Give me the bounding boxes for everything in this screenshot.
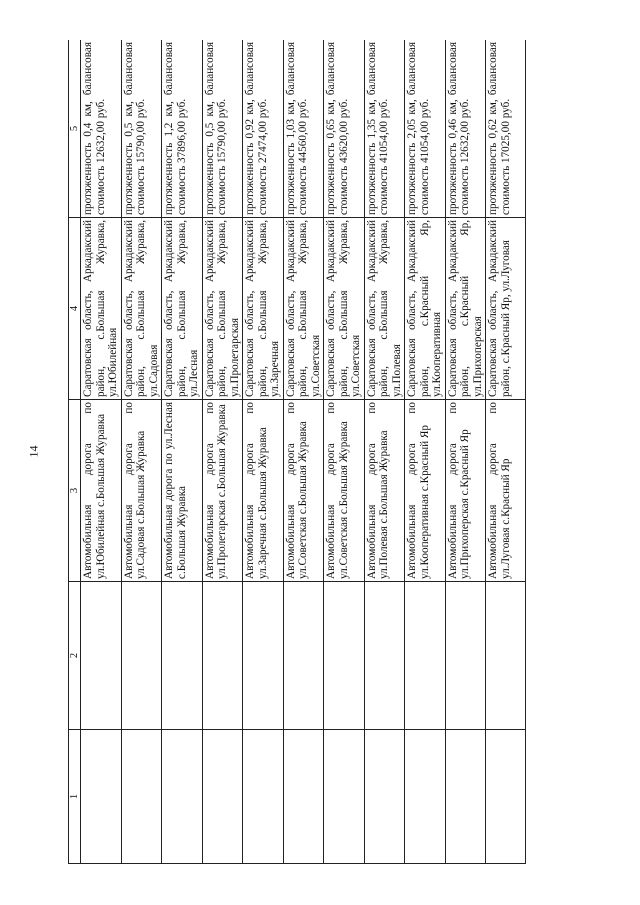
address-cell: Саратовская область, Аркадакский район, с.Большая Журавка, ул.Лесная xyxy=(162,218,203,400)
description-cell: протяженность 0,65 км, балансовая стоимость 43620,00 руб. xyxy=(324,40,365,218)
description-cell: протяженность 1,03 км, балансовая стоимость 44560,00 руб. xyxy=(283,40,324,218)
cell-col-1 xyxy=(243,730,284,864)
rotated-table-frame xyxy=(68,40,563,864)
table-row xyxy=(364,40,405,864)
object-name-cell: Автомобильная дорога по ул.Кооперативная с.Красный Яр xyxy=(405,400,446,582)
column-header-4: 4 xyxy=(69,218,81,400)
rotated-content xyxy=(68,40,563,864)
description-cell: протяженность 0,92 км, балансовая стоимость 27474,00 руб. xyxy=(243,40,284,218)
table-row xyxy=(445,40,486,864)
table-row xyxy=(121,40,162,864)
cell-col-1 xyxy=(324,730,365,864)
cell-col-2 xyxy=(405,582,446,730)
column-header-5: 5 xyxy=(69,40,81,218)
address-cell: Саратовская область, Аркадакский район, с.Красный Яр, ул.Кооперативная xyxy=(405,218,446,400)
cell-col-2 xyxy=(283,582,324,730)
column-header-row xyxy=(69,40,81,864)
column-header-3: 3 xyxy=(69,400,81,582)
cell-col-2 xyxy=(364,582,405,730)
table-row xyxy=(283,40,324,864)
cell-col-1 xyxy=(81,730,122,864)
address-cell: Саратовская область, Аркадакский район, с.Красный Яр, ул.Луговая xyxy=(486,218,526,400)
cell-col-2 xyxy=(121,582,162,730)
table-row xyxy=(486,40,526,864)
object-name-cell: Автомобильная дорога по ул.Юбилейная с.Большая Журавка xyxy=(81,400,122,582)
cell-col-1 xyxy=(364,730,405,864)
table-row xyxy=(405,40,446,864)
cell-col-1 xyxy=(486,730,526,864)
description-cell: протяженность 1,2 км, балансовая стоимость 37896,00 руб. xyxy=(162,40,203,218)
cell-col-2 xyxy=(162,582,203,730)
table-body xyxy=(81,40,526,864)
table-row xyxy=(81,40,122,864)
address-cell: Саратовская область, Аркадакский район, с.Красный Яр, ул.Прихоперская xyxy=(445,218,486,400)
object-name-cell: Автомобильная дорога по ул.Садовая с.Большая Журавка xyxy=(121,400,162,582)
object-name-cell: Автомобильная дорога по ул.Луговая с.Красный Яр xyxy=(486,400,526,582)
cell-col-2 xyxy=(324,582,365,730)
cell-col-1 xyxy=(405,730,446,864)
address-cell: Саратовская область, Аркадакский район, с.Большая Журавка, ул.Юбилейная xyxy=(81,218,122,400)
cell-col-1 xyxy=(162,730,203,864)
object-name-cell: Автомобильная дорога по ул.Прихоперская с.Красный Яр xyxy=(445,400,486,582)
object-name-cell: Автомобильная дорога по ул.Советская с.Большая Журавка xyxy=(324,400,365,582)
cell-col-2 xyxy=(243,582,284,730)
address-cell: Саратовская область, Аркадакский район, с.Большая Журавка, ул.Советская xyxy=(324,218,365,400)
cell-col-2 xyxy=(486,582,526,730)
address-cell: Саратовская область, Аркадакский район, с.Большая Журавка, ул.Пролетарская xyxy=(202,218,243,400)
cell-col-1 xyxy=(121,730,162,864)
property-table xyxy=(68,40,526,864)
description-cell: протяженность 1,35 км, балансовая стоимость 41054,00 руб. xyxy=(364,40,405,218)
object-name-cell: Автомобильная дорога по ул.Пролетарская с.Большая Журавка xyxy=(202,400,243,582)
object-name-cell: Автомобильная дорога по ул.Заречная с.Большая Журавка xyxy=(243,400,284,582)
table-row xyxy=(324,40,365,864)
description-cell: протяженность 0,62 км, балансовая стоимость 17025,00 руб. xyxy=(486,40,526,218)
description-cell: протяженность 0,5 км, балансовая стоимость 15790,00 руб. xyxy=(121,40,162,218)
description-cell: протяженность 0,4 км, балансовая стоимость 12632,00 руб. xyxy=(81,40,122,218)
cell-col-2 xyxy=(81,582,122,730)
address-cell: Саратовская область, Аркадакский район, с.Большая Журавка, ул.Советская xyxy=(283,218,324,400)
table-row xyxy=(162,40,203,864)
column-header-2: 2 xyxy=(69,582,81,730)
cell-col-2 xyxy=(202,582,243,730)
address-cell: Саратовская область, Аркадакский район, с.Большая Журавка, ул.Полевая xyxy=(364,218,405,400)
page-number: 14 xyxy=(26,445,41,458)
table-row xyxy=(243,40,284,864)
cell-col-1 xyxy=(283,730,324,864)
object-name-cell: Автомобильная дорога по ул.Лесная с.Большая Журавка xyxy=(162,400,203,582)
description-cell: протяженность 0,46 км, балансовая стоимость 12632,00 руб. xyxy=(445,40,486,218)
address-cell: Саратовская область, Аркадакский район, с.Большая Журавка, ул.Садовая xyxy=(121,218,162,400)
cell-col-2 xyxy=(445,582,486,730)
description-cell: протяженность 2,05 км, балансовая стоимость 41054,00 руб. xyxy=(405,40,446,218)
column-header-1: 1 xyxy=(69,730,81,864)
table-row xyxy=(202,40,243,864)
cell-col-1 xyxy=(202,730,243,864)
object-name-cell: Автомобильная дорога по ул.Советская с.Большая Журавка xyxy=(283,400,324,582)
cell-col-1 xyxy=(445,730,486,864)
address-cell: Саратовская область, Аркадакский район, с.Большая Журавка, ул.Заречная xyxy=(243,218,284,400)
object-name-cell: Автомобильная дорога по ул.Полевая с.Большая Журавка xyxy=(364,400,405,582)
description-cell: протяженность 0,5 км, балансовая стоимость 15790,00 руб. xyxy=(202,40,243,218)
